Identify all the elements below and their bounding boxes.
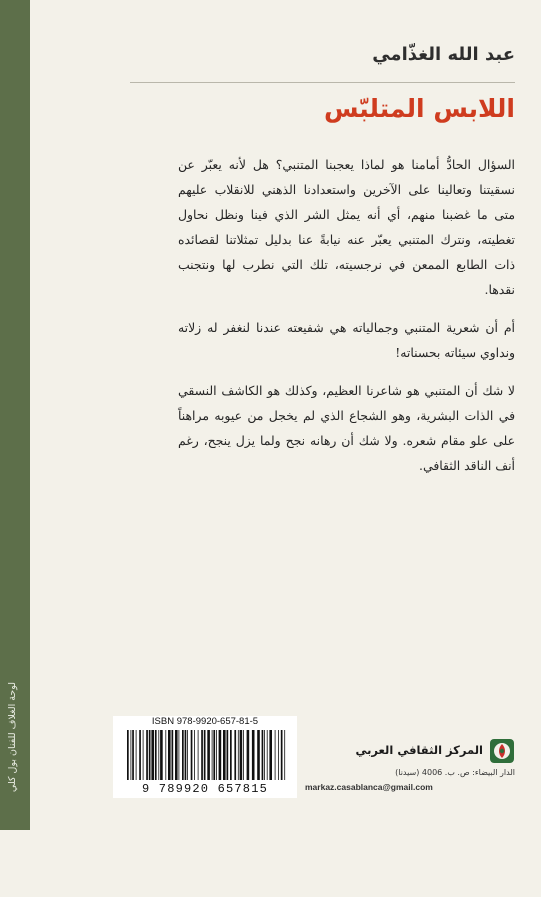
- blurb-paragraph: أم أن شعرية المتنبي وجمالياته هي شفيعته عندنا لنغفر له زلاته ونداوي سيئاته بحسناته!: [178, 320, 515, 360]
- publisher-address: الدار البيضاء: ص. ب. 4006 (سيدنا): [395, 768, 515, 777]
- blurb-paragraph: لا شك أن المتنبي هو شاعرنا العظيم، وكذلك هو الكاشف النسقي في الذات البشرية، وهو الشجاع الذي لم يخجل من عيوبه مراهناً على علو مقام شعره. ولا شك أن رهانه نجح ولما يزل ينجح، رغم أنف الناقد الثقافي.: [178, 383, 515, 473]
- spine-strip: [0, 0, 30, 830]
- barcode-bars: [127, 730, 287, 780]
- cover-art-credit: لوحة الغلاف للفنان بول كلي: [7, 681, 18, 793]
- publisher-logo-icon: [489, 738, 515, 764]
- barcode-number: 9 789920 657815: [141, 782, 269, 796]
- back-cover: [30, 0, 541, 830]
- publisher-email: markaz.casablanca@gmail.com: [305, 782, 433, 792]
- book-title: اللابس المتلبّس: [323, 94, 515, 123]
- blurb-text: [178, 152, 515, 491]
- isbn-barcode: [113, 716, 297, 798]
- publisher-name: المركز الثقافي العربي: [355, 743, 483, 757]
- isbn-label: ISBN 978-9920-657-81-5: [151, 716, 259, 727]
- author-name: عبد الله الغذّامي: [372, 44, 515, 65]
- header-divider: [130, 82, 515, 83]
- blurb-paragraph: السؤال الحادُّ أمامنا هو لماذا يعجبنا المتنبي؟ هل لأنه يعبّر عن نسقيتنا وتعالينا على الآخرين واستعدادنا الذهني للانقلاب عليهم متى ما غضبنا منهم، أي أنه يمثل الشر الذي فينا ونظل نحاول تغطيته، ونترك المتنبي يعبّر عنه نيابةً عنا بدليل تمثلاتنا لقصائده ذات الطابع الممعن في نرجسيته، تلك التي نطرب لها ونتجنب نقدها.: [178, 157, 515, 297]
